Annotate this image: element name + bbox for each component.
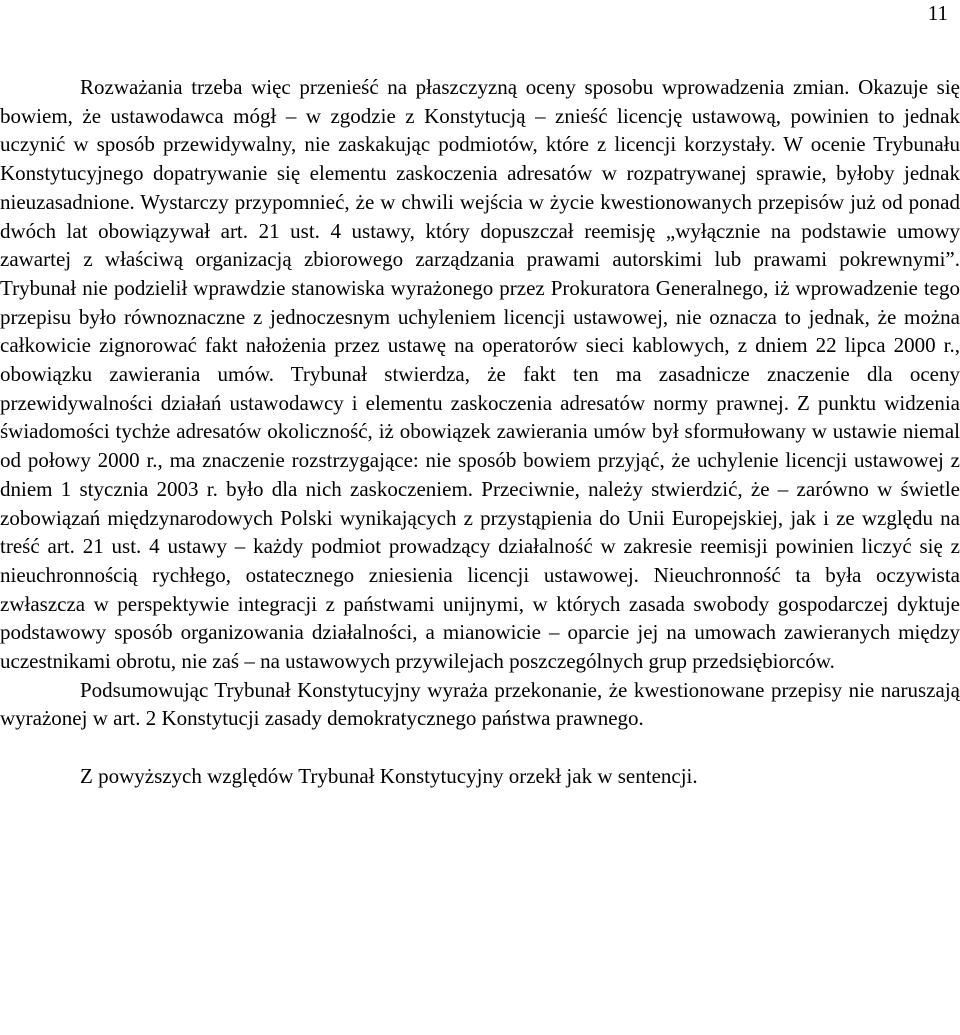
paragraph-summary: Podsumowując Trybunał Konstytucyjny wyraża przekonanie, że kwestionowane przepisy nie naruszają wyrażonej w art. 2 Konstytucji zasady demokratycznego państwa prawnego. (0, 677, 960, 731)
paragraph-conclusion: Z powyższych względów Trybunał Konstytucyjny orzekł jak w sentencji. (80, 764, 698, 789)
paragraph-reasoning: Rozważania trzeba więc przenieść na płaszczyzną oceny sposobu wprowadzenia zmian. Okazuje się bowiem, że ustawodawca mógł – w zgodzie z Konstytucją – znieść licencję ustawową, powinien to jednak uczynić w sposób przewidywalny, nie zaskakując podmiotów, które z licencji korzystały. W ocenie Trybunału Konstytucyjnego dopatrywanie się elementu zaskoczenia adresatów w rozpatrywanej sprawie, byłoby jednak nieuzasadnione. Wystarczy przypomnieć, że w chwili wejścia w życie kwestionowanych przepisów już od ponad dwóch lat obowiązywał art. 21 ust. 4 ustawy, który dopuszczał reemisję „wyłącznie na podstawie umowy zawartej z właściwą organizacją zbiorowego zarządzania prawami autorskimi lub prawami pokrewnymi”. Trybunał nie podzielił wprawdzie stanowiska wyrażonego przez Prokuratora Generalnego, iż wprowadzenie tego przepisu było równoznaczne z jednoczesnym uchyleniem licencji ustawowej, nie oznacza to jednak, że można całkowicie zignorować fakt nałożenia przez ustawę na operatorów sieci kablowych, z dniem 22 lipca 2000 r., obowiązku zawierania umów. Trybunał stwierdza, że fakt ten ma zasadnicze znaczenie dla oceny przewidywalności działań ustawodawcy i elementu zaskoczenia adresatów normy prawnej. Z punktu widzenia świadomości tychże adresatów okoliczność, iż obowiązek zawierania umów był sformułowany w ustawie niemal od połowy 2000 r., ma znaczenie rozstrzygające: nie sposób bowiem przyjąć, że uchylenie licencji ustawowej z dniem 1 stycznia 2003 r. było dla nich zaskoczeniem. Przeciwnie, należy stwierdzić, że – zarówno w świetle zobowiązań międzynarodowych Polski wynikających z przystąpienia do Unii Europejskiej, jak i ze względu na treść art. 21 ust. 4 ustawy – każdy podmiot prowadzący działalność w zakresie reemisji powinien liczyć się z nieuchronnością rychłego, ostatecznego zniesienia licencji ustawowej. Nieuchronność ta była oczywista zwłaszcza w perspektywie integracji z państwami unijnymi, w których zasada swobody gospodarczej dyktuje podstawowy sposób organizowania działalności, a mianowicie – oparcie jej na umowach zawieranych między uczestnikami obrotu, nie zaś – na ustawowych przywilejach poszczególnych grup przedsiębiorców. (0, 75, 960, 674)
page-number: 11 (927, 1, 948, 25)
body-text (0, 73, 960, 791)
